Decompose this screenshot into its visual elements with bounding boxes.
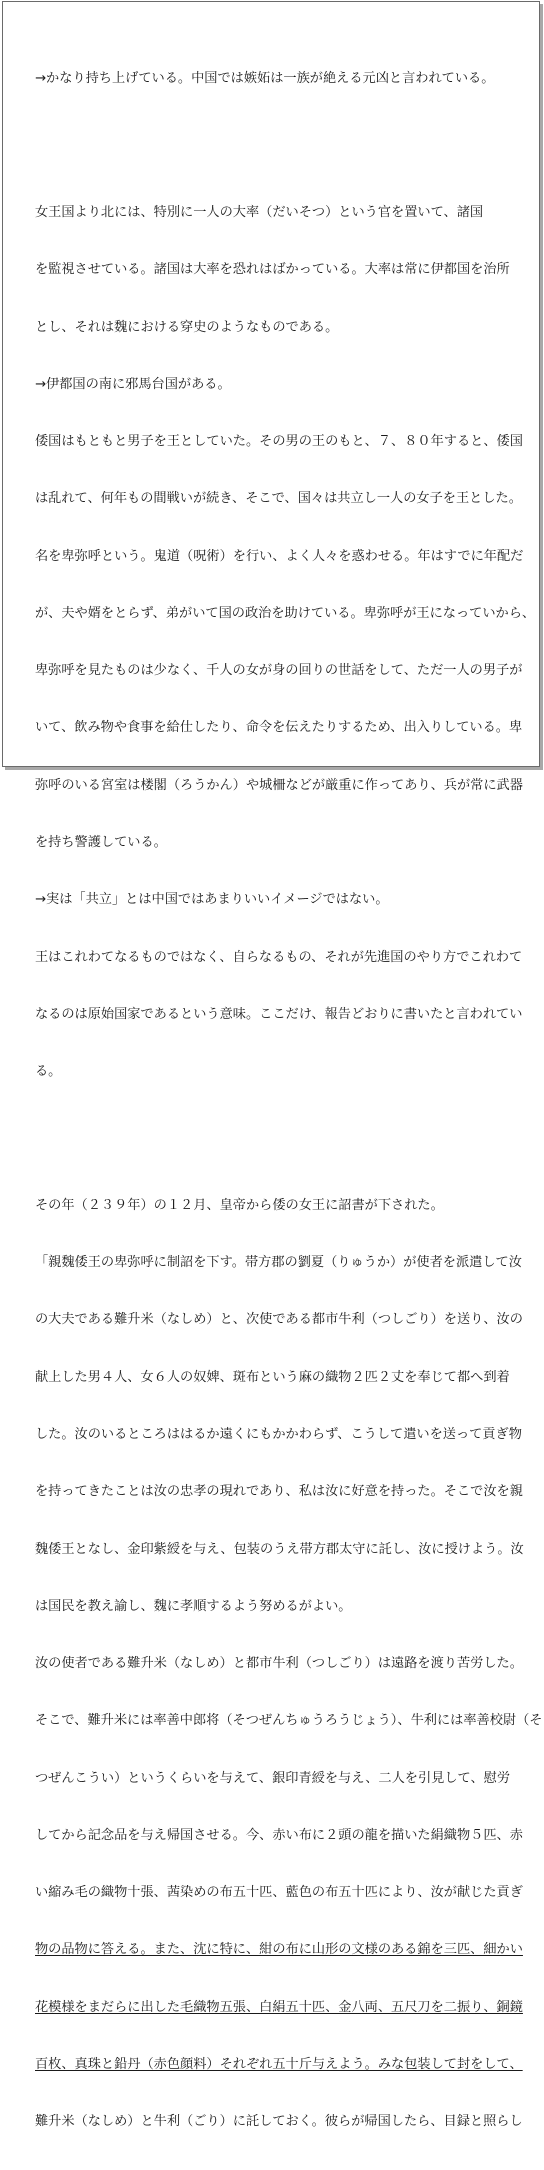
text-line: 百枚、真珠と鉛丹（赤色顔料）それぞれ五十斤与えよう。みな包装して封をして、	[35, 2057, 523, 2073]
paragraph-gap	[35, 1119, 511, 1138]
text-line: 花模様をまだらに出した毛織物五張、白絹五十匹、金八両、五尺刀を二振り、銅鏡	[35, 1999, 523, 2015]
paragraph-gap	[35, 127, 511, 146]
text-line: とし、それは魏における穿史のようなものである。	[35, 319, 339, 335]
text-line: つぜんこうい）というくらいを与えて、銀印青綬を与え、二人を引見して、慰労	[35, 1770, 511, 1786]
text-line: を監視させている。諸国は大率を恐れはばかっている。大率は常に伊都国を治所	[35, 262, 510, 278]
text-line: した。汝のいるところははるか遠くにもかかわらず、こうして遣いを送って貢ぎ物	[35, 1426, 522, 1442]
text-line: 難升米（なしめ）と牛利（ごり）に託しておく。彼らが帰国したら、目録と照らし	[35, 2114, 523, 2130]
text-line: い縮み毛の織物十張、茜染めの布五十匹、藍色の布五十匹により、汝が献じた貢ぎ	[35, 1885, 523, 1901]
text-line: その年（２３９年）の１２月、皇帝から倭の女王に詔書が下された。	[35, 1197, 444, 1213]
text-line: る。	[35, 1064, 62, 1080]
text-line: 名を卑弥呼という。鬼道（呪術）を行い、よく人々を惑わせる。年はすでに年配だ	[35, 548, 524, 564]
document-page	[2, 1, 543, 2130]
text-line: してから記念品を与え帰国させる。今、赤い布に２頭の龍を描いた絹織物５匹、赤	[35, 1827, 523, 1843]
text-line: いて、飲み物や食事を給仕したり、命令を伝えたりするため、出入りしている。卑	[35, 720, 523, 736]
text-line: 王はこれわてなるものではなく、自らなるもの、それが先進国のやり方でこれわて	[35, 949, 523, 965]
text-line: を持ち警護している。	[35, 835, 167, 851]
text-line: →かなり持ち上げている。中国では嫉妬は一族が絶える元凶と言われている。	[35, 71, 495, 87]
text-line: 魏倭王となし、金印紫綬を与え、包装のうえ帯方郡太守に託し、汝に授けよう。汝	[35, 1541, 524, 1557]
text-line: 汝の使者である難升米（なしめ）と都市牛利（つしごり）は遠路を渡り苦労した。	[35, 1656, 523, 1672]
text-line: を持ってきたことは汝の忠孝の現れであり、私は汝に好意を持った。そこで汝を親	[35, 1484, 523, 1500]
text-line: 物の品物に答える。また、沈に特に、紺の布に山形の文様のある錦を三匹、細かい	[35, 1942, 523, 1958]
text-line: の大夫である難升米（なしめ）と、次使である都市牛利（つしごり）を送り、汝の	[35, 1312, 523, 1328]
text-line: 卑弥呼を見たものは少なく、千人の女が身の回りの世話をして、ただ一人の男子が	[35, 663, 523, 679]
document-body	[35, 12, 543, 2170]
text-line: が、夫や婿をとらず、弟がいて国の政治を助けている。卑弥呼が王になっていから、	[35, 605, 536, 621]
text-line: なるのは原始国家であるという意味。ここだけ、報告どおりに書いたと言われてい	[35, 1006, 523, 1022]
text-line: →伊都国の南に邪馬台国がある。	[35, 376, 231, 392]
text-line: 女王国より北には、特別に一人の大率（だいそつ）という官を置いて、諸国	[35, 204, 484, 220]
text-line: →実は「共立」とは中国ではあまりいいイメージではない。	[35, 892, 389, 908]
text-line: 献上した男４人、女６人の奴婢、斑布という麻の織物２匹２丈を奉じて都へ到着	[35, 1369, 510, 1385]
text-line: 倭国はもともと男子を王としていた。その男の王のもと、７、８０年すると、倭国	[35, 434, 523, 450]
text-line: 弥呼のいる宮室は楼閣（ろうかん）や城柵などが厳重に作ってあり、兵が常に武器	[35, 777, 523, 793]
text-line: そこで、難升米には率善中郎将（そつぜんちゅうろうじょう）、牛利には率善校尉（そ	[35, 1713, 543, 1729]
text-line: は乱れて、何年もの間戦いが続き、そこで、国々は共立し一人の女子を王とした。	[35, 491, 522, 507]
text-line: 「親魏倭王の卑弥呼に制詔を下す。帯方郡の劉夏（りゅうか）が使者を派遣して汝	[35, 1255, 522, 1271]
text-line: は国民を教え諭し、魏に孝順するよう努めるがよい。	[35, 1598, 352, 1614]
